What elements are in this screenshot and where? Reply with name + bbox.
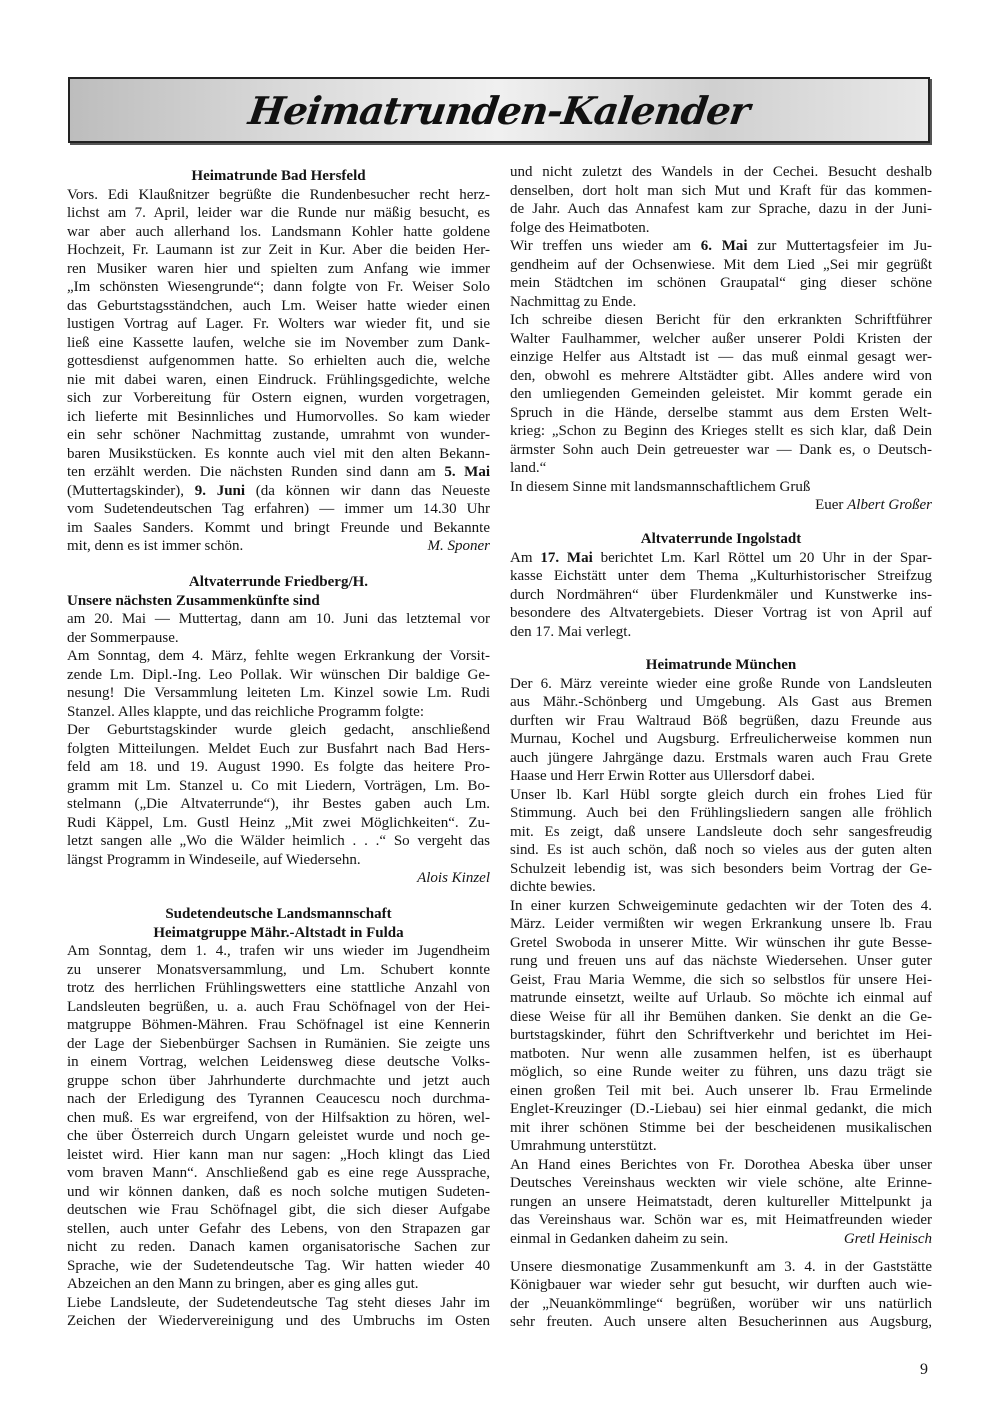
text-line: ein sehr schöner Nachmittag zustande, umrahmt von wunder- bbox=[67, 427, 490, 443]
paragraph bbox=[67, 721, 490, 869]
text-line: ließ eine Kassette laufen, welche sie im November zum Dank- bbox=[67, 334, 490, 351]
text-line: den 17. Mai verlegt. bbox=[510, 623, 632, 640]
text-line: Der Geburtstagskinder wurde gleich gedacht, anschließend bbox=[67, 722, 490, 738]
line-text: mit, denn es ist immer schön. bbox=[67, 538, 244, 554]
article-heading: Heimatgruppe Mähr.-Altstadt in Fulda bbox=[153, 924, 404, 941]
text-line: deutschen wie Frau Schöfnagel gibt, die sich dieser Aufgabe bbox=[67, 1202, 490, 1218]
text-line: mit ihrer schönen Stimme bei der bescheidenen musikalischen bbox=[510, 1119, 932, 1136]
paragraph bbox=[510, 1258, 932, 1332]
text-line: rungen an unsere Heimatstadt, deren kultureller Mittelpunkt ja bbox=[510, 1193, 932, 1210]
text-line: krieg: „Schon zu Beginn des Krieges stellt es sich klar, daß Dein bbox=[510, 423, 932, 439]
paragraph bbox=[510, 675, 932, 786]
text-line: Ich schreibe diesen Bericht für den erkrankten Schriftführer bbox=[510, 312, 932, 328]
signature-line bbox=[510, 496, 932, 515]
text-line: Deutsches Vereinshaus weckten wir viele schöne, alte Erinne- bbox=[510, 1175, 932, 1191]
paragraph bbox=[510, 163, 932, 237]
article-heading: Sudetendeutsche Landsmannschaft bbox=[165, 906, 392, 922]
paragraph bbox=[67, 869, 490, 888]
text-line: einzige Helfer aus Altstadt ist — das muß einmal gesagt wer- bbox=[510, 349, 932, 365]
bold-text: 9. Juni bbox=[194, 482, 246, 499]
article bbox=[510, 1258, 932, 1332]
bold-text: 5. Mai bbox=[444, 464, 490, 480]
text-line: möglich, so eine Runde weiter zu führen, uns dazu trägt sie bbox=[510, 1064, 932, 1080]
text-line: Liebe Landsleute, der Sudetendeutsche Tag steht dieses Jahr im bbox=[67, 1294, 490, 1311]
text-line: gottesdienst aufgenommen hatte. So erhielten auch die, welche bbox=[67, 353, 490, 369]
bold-text: 6. Mai bbox=[700, 238, 748, 254]
text-line: nesung! Die Versammlung leiteten Lm. Kinzel sowie Lm. Rudi bbox=[67, 685, 490, 701]
text-line: Murnau, Kochel und Augsburg. Erfreulicherweise kommen nun bbox=[510, 731, 932, 747]
text-line: Vors. Edi Klaußnitzer begrüßte die Rundenbesucher recht herz- bbox=[67, 186, 490, 203]
section-banner bbox=[68, 77, 930, 143]
text-line: Unser lb. Karl Hübl sorgte gleich durch ein frohes Lied für bbox=[510, 786, 932, 803]
text-line: der Lage der Siebenbürger Sachsen in Rumänien. Sie zeigte uns bbox=[67, 1035, 490, 1052]
banner-title: Heimatrunden-Kalender bbox=[245, 87, 753, 133]
text-line: durften wir Frau Waltraud Böß begrüßen, dazu Freunde aus bbox=[510, 712, 932, 729]
text-line: am 20. Mai — Muttertag, dann am 10. Juni das letztemal vor bbox=[67, 611, 490, 627]
text-line: matrunde einsetzt, weilte auf Urlaub. So möchte ich einmal auf bbox=[510, 990, 932, 1006]
text-line: „Im schönsten Wiesengrunde“; dann folgte von Fr. Weiser Solo bbox=[67, 279, 490, 295]
text-line: Zeichen der Wiedervereinigung und des Umbruchs im Osten bbox=[67, 1313, 490, 1329]
text-line: matgruppe Böhmen-Mähren. Frau Schöfnagel ist eine Kennerin bbox=[67, 1017, 490, 1033]
text-line: Rudi Käppel, Lm. Gustl Heinz „Mit zwei Möglichkeiten“. Zu- bbox=[67, 814, 490, 831]
paragraph bbox=[510, 478, 932, 497]
text-line: Am Sonntag, dem 4. März, fehlte wegen Erkrankung der Vorsit- bbox=[67, 648, 490, 664]
text-line: März. Leider vermißten wir wegen Erkrankung unsere lb. Frau bbox=[510, 916, 932, 932]
text-run: (Muttertagskinder), bbox=[67, 482, 195, 499]
text-line: baren Musikstücken. Es konnte auch viel mit den alten Bekann- bbox=[67, 445, 490, 462]
text-line: kasse Eichstätt unter dem Thema „Kulturhistorischer Streifzug bbox=[510, 568, 932, 584]
text-line: Königbauer war wieder sehr gut besucht, wir durften auch wie- bbox=[510, 1277, 932, 1293]
text-line: längst Programm in Windeseile, auf Wiedersehn. bbox=[67, 851, 361, 868]
text-line: In einer kurzen Schweigeminute gedachten wir der Toten des 4. bbox=[510, 897, 932, 914]
author-signature: M. Sponer bbox=[427, 538, 490, 554]
text-line: denselben, dort holt man sich Mut und Kraft für das kommen- bbox=[510, 182, 932, 199]
text-line: sehr freuten. Auch unsere alten Besucherinnen aus Augsburg, bbox=[510, 1314, 932, 1330]
paragraph bbox=[67, 186, 490, 556]
text-line bbox=[510, 1230, 932, 1249]
paragraph bbox=[67, 942, 490, 1294]
text-line: das Vereinshaus war. Schön war es, mit Heimatfreunden wieder bbox=[510, 1212, 932, 1228]
text-line: diese Weise für all ihr Bemühen danken. Sie denkt an die Ge- bbox=[510, 1008, 932, 1025]
text-line: nicht zu reden. Danach kamen organisatorische Sachen zur bbox=[67, 1239, 490, 1255]
text-line: gruppe schon über Jahrhunderte durchmachte und jetzt auch bbox=[67, 1072, 490, 1089]
signature-line bbox=[67, 869, 490, 888]
text-line bbox=[510, 549, 932, 568]
text-line bbox=[510, 237, 932, 256]
text-line: und nicht zuletzt des Wandels in der Cechei. Besucht deshalb bbox=[510, 164, 932, 180]
text-line: Umrahmung unterstützt. bbox=[510, 1138, 657, 1154]
text-run: Am bbox=[510, 549, 541, 566]
left-column bbox=[67, 167, 490, 1331]
text-line: In diesem Sinne mit landsmannschaftlichem Gruß bbox=[510, 478, 811, 495]
italic-text: Albert Großer bbox=[847, 497, 932, 513]
text-line: ren Musiker waren hier und spielten zum Anfang wie immer bbox=[67, 260, 490, 277]
text-line: Abzeichen an den Mann zu bringen, aber es ging alles gut. bbox=[67, 1276, 419, 1292]
article-heading: Heimatrunde München bbox=[645, 657, 797, 673]
text-line: lichst am 7. April, leider war die Runde nur mäßig besucht, es bbox=[67, 205, 490, 221]
text-line: feld am 18. und 19. August 1990. Es folgte das heitere Pro- bbox=[67, 759, 490, 775]
text-line: Stimmung. Auch bei den Frühlingsliedern sangen alle fröhlich bbox=[510, 805, 932, 821]
text-line: auch jüngere Jahrgänge dazu. Erstmals waren auch Frau Grete bbox=[510, 749, 932, 766]
text-line: folge des Heimatboten. bbox=[510, 219, 650, 236]
paragraph bbox=[67, 1294, 490, 1331]
text-line: in einem Vortrag, welchen Leidensweg diese deutsche Volks- bbox=[67, 1054, 490, 1070]
italic-text: Alois Kinzel bbox=[417, 870, 490, 886]
text-line: zu unserer Monatsversammlung, und Lm. Schubert konnte bbox=[67, 961, 490, 978]
text-line: burtstagskinder, führt den Schriftverkehr und berichtet im Hei- bbox=[510, 1027, 932, 1043]
text-line: trotz des herrlichen Frühlingswetters eine stattliche Anzahl von bbox=[67, 980, 490, 996]
text-line: ärmster Sohn auch Dein getreuester war — Dank es, o Deutsch- bbox=[510, 441, 932, 458]
page-number: 9 bbox=[920, 1361, 928, 1378]
text-line: gendheim auf der Ochsenwiese. Mit dem Lied „Sei mir gegrüßt bbox=[510, 256, 932, 273]
text-line: Schulzeit lebendig ist, was sich besonders beim Vortrag der Ge- bbox=[510, 860, 932, 877]
text-line: der „Neuankömmlinge“ begrüßen, worüber wir uns natürlich bbox=[510, 1295, 932, 1312]
paragraph bbox=[510, 897, 932, 1156]
text-line: zende Lm. Dipl.-Ing. Leo Pollak. Wir wünschen Dir baldige Ge- bbox=[67, 666, 490, 683]
paragraph bbox=[67, 647, 490, 721]
text-line: leistet wird. Hier kann man nur sagen: „Hoch klingt das Lied bbox=[67, 1146, 490, 1163]
paragraph bbox=[510, 786, 932, 897]
text-line: Gretel Swoboda in unserer Mitte. Wir wünschen ihr gute Besse- bbox=[510, 934, 932, 951]
text-line: den umliegenden Gemeinden geleistet. Mir kommt gerade ein bbox=[510, 386, 932, 402]
text-line: gramm mit Lm. Stanzel u. Co mit Liedern, Vorträgen, Lm. Bo- bbox=[67, 777, 490, 794]
text-line: Stanzel. Alles klappte, und das reichliche Programm folgte: bbox=[67, 703, 424, 720]
text-line: dichte bewies. bbox=[510, 879, 596, 895]
text-line: sind. Es ist auch schön, daß noch so vieles aus der guten alten bbox=[510, 842, 932, 858]
text-run: Wir treffen uns wieder am bbox=[510, 238, 701, 254]
text-line: stelmann („Die Altvaterrunde“), ihr Bestes gaben auch Lm. bbox=[67, 796, 490, 812]
text-line: einen großen Teil mit bei. Auch unserer lb. Frau Ermelinde bbox=[510, 1082, 932, 1099]
text-line: Walter Faulhammer, welcher außer unserer Poldi Kristen der bbox=[510, 330, 932, 347]
article-heading: Altvaterrunde Friedberg/H. bbox=[188, 574, 369, 590]
article bbox=[510, 656, 932, 1248]
text-line: Hochzeit, Fr. Laumann ist zur Zeit in Kur. Aber die beiden Her- bbox=[67, 242, 490, 258]
text-line: vom braven Mann“. Anschließend gab es eine rege Aussprache, bbox=[67, 1165, 490, 1181]
text-line: land.“ bbox=[510, 460, 547, 476]
text-line: sich zur Vorbereitung für Ostern eignen, wurden vorgetragen, bbox=[67, 390, 490, 406]
text-line: rung und freuen uns auf das nächste Wiedersehen. Unser guter bbox=[510, 953, 932, 969]
text-line: im Saales Sanders. Kommt und bringt Freunde und Bekannte bbox=[67, 519, 490, 536]
text-line: das Geburtstagsständchen, auch Lm. Weiser hatte wieder einen bbox=[67, 297, 490, 314]
text-line: durch Nordmähren“ über Flurdenkmäler und Kunstwerke ins- bbox=[510, 586, 932, 603]
text-line: matboten. Nur wenn alle zusammen helfen, ist es überhaupt bbox=[510, 1045, 932, 1062]
text-line bbox=[67, 482, 490, 501]
text-line: de Jahr. Auch das Annafest kam zur Sprache, dazu in der Juni- bbox=[510, 201, 932, 217]
text-line: folgten Mitteilungen. Meldet Euch zur Busfahrt nach Bad Hers- bbox=[67, 740, 490, 757]
text-line: chen muß. Es war ergreifend, von der Hilfsaktion zu hören, wel- bbox=[67, 1109, 490, 1126]
text-line: mit. Es zeigt, daß unsere Landsleute doch sehr sangesfreudig bbox=[510, 823, 932, 840]
article bbox=[67, 573, 490, 888]
text-line: war aber auch allerhand los. Landsmann Kohler hatte goldene bbox=[67, 223, 490, 240]
text-line: Landsleuten begrüßen, u. a. auch Frau Schöfnagel von der Hei- bbox=[67, 998, 490, 1015]
text-line: stellen, auch unter Gefahr des Lebens, von den Strapazen gar bbox=[67, 1220, 490, 1237]
text-line: nie mit dabei waren, einen Eindruck. Frühlingsgedichte, welche bbox=[67, 371, 490, 388]
article bbox=[510, 530, 932, 641]
text-line: und wir können danken, daß es noch solche mutigen Sudeten- bbox=[67, 1183, 490, 1200]
line-text: einmal in Gedanken daheim zu sein. bbox=[510, 1230, 729, 1247]
article bbox=[67, 905, 490, 1331]
text-run: ten erzählt werden. Die nächsten Runden sind dann am bbox=[67, 464, 445, 480]
paragraph bbox=[67, 610, 490, 647]
paragraph bbox=[510, 311, 932, 478]
text-line: besondere des Altvatergebiets. Dieser Vortrag ist von April auf bbox=[510, 605, 932, 621]
text-line: Nachmittag zu Ende. bbox=[510, 293, 637, 310]
text-line: mein Städtchen im schönen Graupatal“ ging dieser schöne bbox=[510, 275, 932, 291]
text-line: Spruch in die Hände, derselbe stammt aus dem Ersten Welt- bbox=[510, 404, 932, 421]
text-line: Englet-Kreuzinger (D.-Liebau) sei hier einmal gedankt, die mich bbox=[510, 1101, 932, 1117]
text-line: nach der Erledigung des Tyrannen Ceaucescu noch durchma- bbox=[67, 1091, 490, 1107]
paragraph bbox=[510, 549, 932, 642]
article-heading: Altvaterrunde Ingolstadt bbox=[640, 531, 802, 547]
article-heading: Heimatrunde Bad Hersfeld bbox=[191, 168, 366, 184]
article-subheading: Unsere nächsten Zusammenkünfte sind bbox=[67, 592, 320, 609]
text-line bbox=[67, 537, 490, 556]
text-run: zur Muttertagsfeier im Ju- bbox=[747, 238, 933, 254]
text-line: der Sommerpause. bbox=[67, 629, 179, 646]
right-column bbox=[510, 163, 932, 1332]
text-line: ich lieferte mit Besinnliches und Humorvolles. So kam wieder bbox=[67, 408, 490, 425]
text-line bbox=[67, 463, 490, 482]
text-line: Sprache, wie der Sudetendeutsche Tag. Wir hatten wieder 40 bbox=[67, 1257, 490, 1274]
text-line: che über Österreich durch Ungarn geleistet wurde und noch ge- bbox=[67, 1128, 490, 1144]
paragraph bbox=[510, 237, 932, 311]
text-line: lustigen Vortrag auf Lager. Fr. Wolters war wieder fit, und sie bbox=[67, 316, 490, 332]
text-line: vom Sudetendeutschen Tag erfahren) — immer um 14.30 Uhr bbox=[67, 501, 490, 517]
text-line: Unsere diesmonatige Zusammenkunft am 3. 4. in der Gaststätte bbox=[510, 1258, 932, 1275]
text-run: Euer bbox=[815, 497, 848, 513]
article bbox=[510, 163, 932, 515]
text-line: An Hand eines Berichtes von Fr. Dorothea Abeska über unser bbox=[510, 1156, 932, 1173]
bold-text: 17. Mai bbox=[540, 549, 593, 566]
paragraph bbox=[510, 496, 932, 515]
text-line: letzt sangen alle „Wo die Wälder heimlich . . .“ So vergeht das bbox=[67, 833, 490, 849]
text-line: Haase und Herr Erwin Rotter aus Ullersdorf dabei. bbox=[510, 768, 815, 784]
article bbox=[67, 167, 490, 556]
text-line: aus Mähr.-Schönberg und Umgebung. Als Gast aus Bremen bbox=[510, 694, 932, 710]
text-line: Am Sonntag, dem 1. 4., trafen wir uns wieder im Jugendheim bbox=[67, 943, 490, 959]
text-line: den, obwohl es mehrere Altstädter gibt. Alles andere wird von bbox=[510, 367, 932, 384]
paragraph bbox=[510, 1156, 932, 1249]
text-run: berichtet Lm. Karl Röttel um 20 Uhr in der Spar- bbox=[592, 549, 933, 566]
text-run: (da können wir dann das Neueste bbox=[245, 482, 490, 499]
text-line: Geist, Frau Maria Wemme, die sich so selbstlos für unsere Hei- bbox=[510, 971, 932, 988]
text-line: Der 6. März vereinte wieder eine große Runde von Landsleuten bbox=[510, 675, 932, 692]
author-signature: Gretl Heinisch bbox=[843, 1230, 932, 1247]
